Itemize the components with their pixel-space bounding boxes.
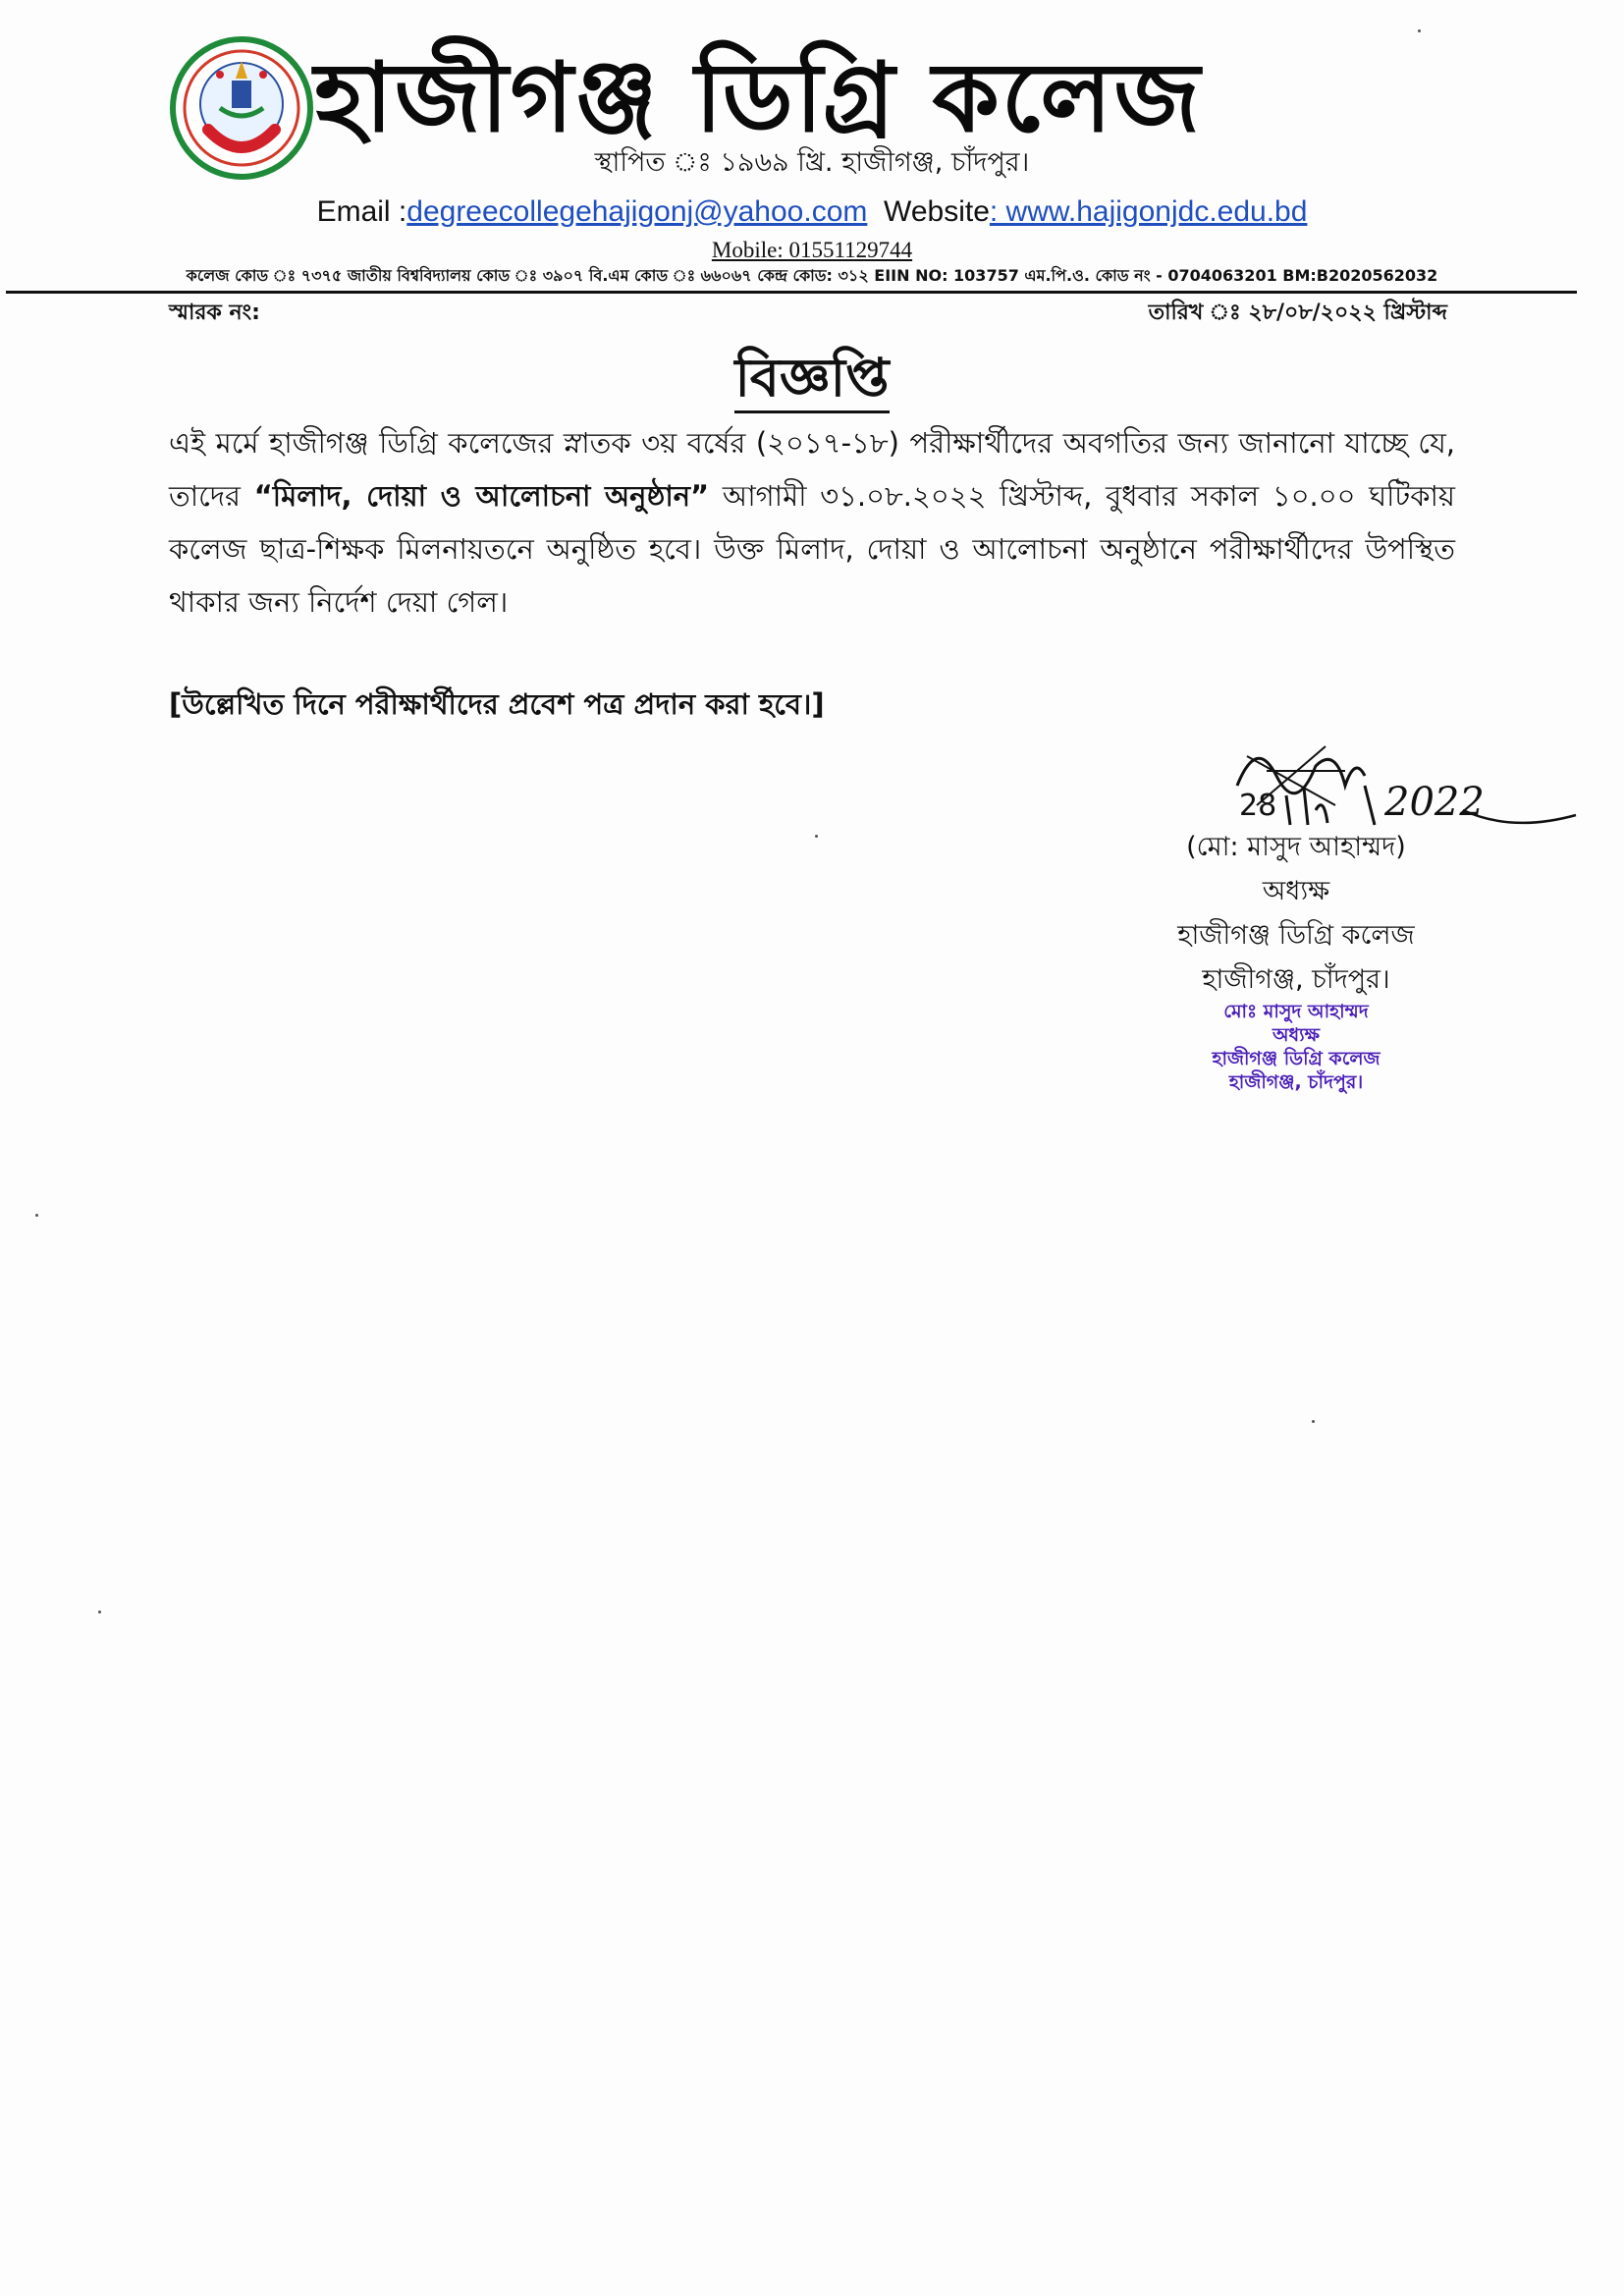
- signatory-name: (মো: মাসুদ আহাম্মদ): [1186, 832, 1406, 862]
- mobile-line: Mobile: 01551129744: [711, 238, 913, 262]
- svg-text:2022: 2022: [1384, 780, 1485, 825]
- notice-body-part1: এই মর্মে হাজীগঞ্জ ডিগ্রি কলেজের স্নাতক ৩য় বর্ষের (২০১৭-১৮) পরীক্ষার্থীদের অবগতির জন্য জানানো যাচ্ছে যে, তাদের: [169, 426, 1455, 513]
- institution-codes: কলেজ কোড ঃ ৭৩৭৫ জাতীয় বিশ্ববিদ্যালয় কোড ঃ ৩৯০৭ বি.এম কোড ঃ ৬৬০৬৭ কেন্দ্র কোড: ৩১২ EIIN NO: 103757 এম.পি.ও. কোড নং - 0704063201 BM:B2020562032: [186, 266, 1438, 285]
- notice-date: তারিখ ঃ ২৮/০৮/২০২২ খ্রিস্টাব্দ: [1148, 301, 1447, 325]
- scan-speck: [1418, 29, 1421, 32]
- website-link[interactable]: : www.hajigonjdc.edu.bd: [989, 195, 1308, 228]
- established-line: স্থাপিত ঃ ১৯৬৯ খ্রি. হাজীগঞ্জ, চাঁদপুর।: [594, 147, 1030, 178]
- email-link[interactable]: degreecollegehajigonj@yahoo.com: [406, 195, 868, 228]
- college-name: হাজীগঞ্জ ডিগ্রি কলেজ: [314, 41, 1203, 154]
- signatory-institution: হাজীগঞ্জ ডিগ্রি কলেজ: [1177, 920, 1415, 951]
- notice-body-part2: আগামী ৩১.০৮.২০২২ খ্রিস্টাব্দ, বুধবার সকাল ১০.০০ ঘটিকায় কলেজ ছাত্র-শিক্ষক মিলনায়তনে অনুষ্ঠিত হবে। উক্ত মিলাদ, দোয়া ও আলোচনা অনুষ্ঠানে পরীক্ষার্থীদের উপস্থিত থাকার জন্য নির্দেশ দেয়া গেল।: [169, 479, 1456, 619]
- header-divider: [6, 291, 1577, 294]
- scan-speck: [1312, 1420, 1315, 1423]
- memo-number: স্মারক নং:: [169, 301, 260, 325]
- signatory-designation: অধ্যক্ষ: [1262, 876, 1330, 906]
- seal-line-1: মোঃ মাসুদ আহাম্মদ: [1223, 1001, 1369, 1022]
- notice-title-text: বিজ্ঞপ্তি: [734, 346, 889, 413]
- admit-card-instruction: [উল্লেখিত দিনে পরীক্ষার্থীদের প্রবেশ পত্র প্রদান করা হবে।]: [169, 687, 825, 721]
- scan-speck: [35, 1214, 38, 1217]
- scan-speck: [815, 835, 818, 838]
- svg-text:28: 28: [1239, 789, 1277, 823]
- website-label: Website: [884, 195, 990, 228]
- notice-title: [0, 338, 1624, 416]
- principal-seal: [1159, 1000, 1434, 1094]
- scan-speck: [98, 1611, 101, 1613]
- notice-body: [169, 416, 1455, 629]
- signatory-block: [1129, 825, 1463, 1002]
- contact-line: [0, 192, 1624, 232]
- seal-line-3: হাজীগঞ্জ ডিগ্রি কলেজ: [1212, 1048, 1380, 1069]
- seal-line-2: অধ্যক্ষ: [1272, 1024, 1320, 1046]
- signatory-location: হাজীগঞ্জ, চাঁদপুর।: [1202, 964, 1390, 995]
- seal-line-4: হাজীগঞ্জ, চাঁদপুর।: [1228, 1071, 1364, 1093]
- notice-event-name: “মিলাদ, দোয়া ও আলোচনা অনুষ্ঠান”: [253, 479, 710, 513]
- email-label: Email :: [316, 195, 407, 228]
